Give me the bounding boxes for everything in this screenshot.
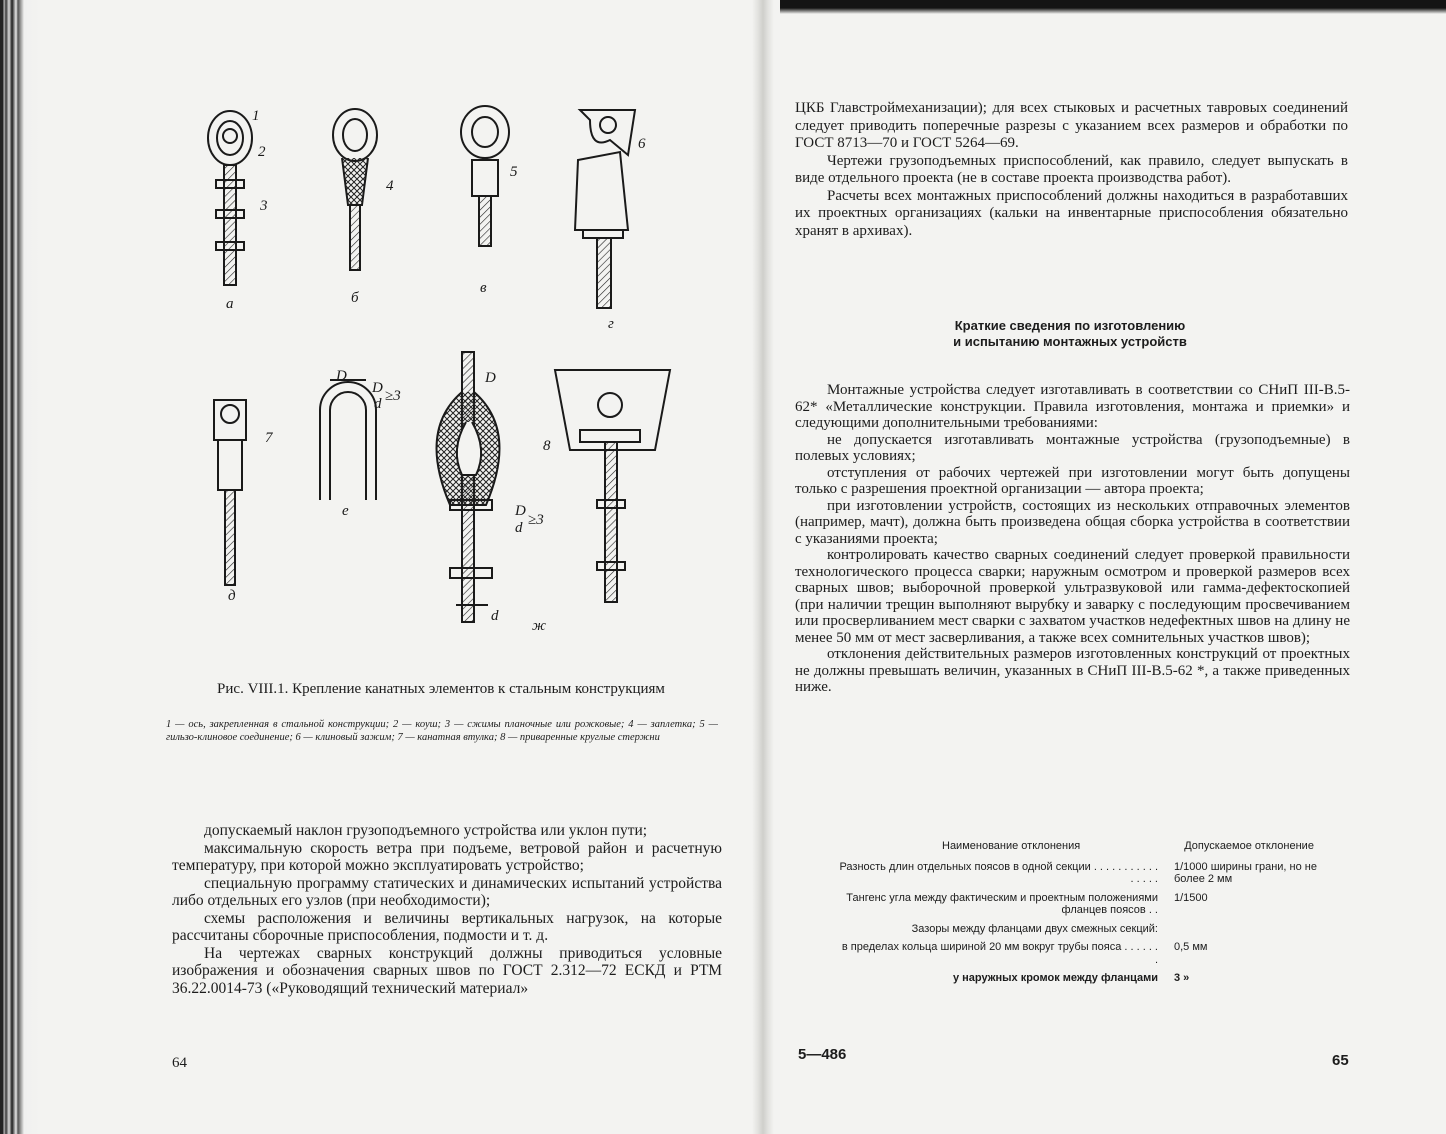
section-heading-line2: и испытанию монтажных устройств (953, 334, 1187, 349)
ratio-d: d (374, 396, 382, 412)
deviation-table (838, 840, 1318, 991)
page-number-left: 64 (172, 1055, 187, 1071)
left-paragraph: На чертежах сварных конструкций должны приводиться условные изображения и обозначения сварных швов по ГОСТ 2.312—72 ЕСКД и РТМ 36.22.0014-73 («Руководящий технический материал» (172, 944, 722, 997)
part-v-drawing (461, 106, 509, 246)
part-letter-d: д (228, 588, 236, 604)
section-heading-line1: Краткие сведения по изготовлению (954, 318, 1186, 333)
part-g-drawing (575, 110, 635, 308)
book-binding-shadow (0, 0, 40, 1134)
figure-drawing (150, 80, 730, 640)
figure-caption: Рис. VIII.1. Крепление канатных элементов к стальным конструкциям (217, 681, 665, 697)
callout-3: 3 (260, 198, 268, 214)
callout-2: 2 (258, 144, 266, 160)
right-page-body (795, 382, 1350, 696)
table-header-name: Наименование отклонения (942, 840, 1081, 852)
right-top-paragraph: Чертежи грузоподъемных приспособлений, как правило, следует выпускать в виде отдельного проекта (не в составе проекта производства работ). (795, 152, 1348, 186)
body-paragraph: при изготовлении устройств, состоящих из нескольких отправочных элементов (например, мачт), должна быть произведена общая сборка устройства в соответствии с указаниями проекта; (795, 497, 1350, 547)
table-row (838, 923, 1318, 936)
page-gutter (752, 0, 774, 1134)
table-cell-value (1158, 923, 1318, 936)
part-letter-zh: ж (532, 618, 546, 634)
ratio-D-zh: D (515, 503, 526, 519)
printer-signature: 5—486 (798, 1046, 847, 1063)
part-letter-b: б (351, 290, 359, 306)
ratio-label-zh: ≥3 (528, 512, 544, 528)
left-paragraph: специальную программу статических и динамических испытаний устройства либо отдельных его узлов (при необходимости); (172, 874, 722, 909)
callout-1: 1 (252, 108, 260, 124)
dim-D: D (336, 368, 347, 384)
part-e-drawing (320, 380, 376, 500)
part-letter-g: г (608, 316, 614, 332)
scan-top-edge (780, 0, 1446, 14)
callout-7: 7 (265, 430, 273, 446)
table-cell-name: в пределах кольца шириной 20 мм вокруг трубы пояса . . . . . . . (841, 941, 1158, 966)
left-paragraph: максимальную скорость ветра при подъеме, ветровой район и расчетную температуру, при которой можно эксплуатировать устройство; (172, 839, 722, 874)
ratio-label: ≥3 (385, 388, 401, 404)
table-cell-name: Разность длин отдельных поясов в одной секции . . . . . . . . . . . . . . . . (839, 860, 1158, 885)
left-paragraph: допускаемый наклон грузоподъемного устройства или уклон пути; (204, 822, 648, 839)
table-cell-value: 1/1000 ширины грани, но не более 2 мм (1174, 860, 1317, 885)
callout-8: 8 (543, 438, 551, 454)
table-cell-value: 0,5 мм (1174, 941, 1208, 953)
part-8-drawing (555, 370, 670, 602)
right-top-paragraph: Расчеты всех монтажных приспособлений должны находиться в разработавших их проектных организациях (кальки на инвентарные приспособления обязательно хранят в архивах). (795, 187, 1348, 239)
table-cell-name: Тангенс угла между фактическим и проектным положениями фланцев поясов . . (846, 891, 1158, 916)
body-paragraph: отклонения действительных размеров изготовленных конструкций от проектных не должны превышать величин, указанных в СНиП III-В.5-62 *, а также приведенных ниже. (795, 646, 1350, 695)
part-d-drawing (214, 400, 246, 585)
right-top-paragraph: ЦКБ Главстроймеханизации); для всех стыковых и расчетных тавровых соединений следует приводить поперечные разрезы с указанием всех размеров и обработки по ГОСТ 8713—70 и ГОСТ 5264—69. (795, 100, 1348, 151)
body-paragraph: отступления от рабочих чертежей при изготовлении могут быть допущены только с разрешения проектной организации — автора проекта; (795, 464, 1350, 497)
left-page-text (172, 822, 722, 997)
body-paragraph: не допускается изготавливать монтажные устройства (грузоподъемные) в полевых условиях; (795, 431, 1350, 464)
ratio-d-zh: d (515, 520, 523, 536)
table-cell-name: Зазоры между фланцами двух смежных секций: (911, 922, 1158, 935)
left-paragraph: схемы расположения и величины вертикальных нагрузок, на которые рассчитаны сборочные приспособления, подмости и т. д. (172, 909, 722, 944)
right-page-top-text (795, 100, 1348, 240)
table-row (838, 972, 1318, 985)
table-header (838, 840, 1318, 853)
figure-legend: 1 — ось, закрепленная в стальной конструкции; 2 — коуш; 3 — сжимы планочные или рожковые; 4 — заплетка; 5 — гильзо-клиновое соединение; 6 — клиновый зажим; 7 — канатная втулка; 8 — приваренные круглые стержни (166, 719, 718, 743)
callout-4: 4 (386, 178, 394, 194)
table-row (838, 861, 1318, 886)
table-cell-name: у наружных кромок между фланцами (952, 972, 1158, 984)
part-letter-e: е (342, 503, 349, 519)
table-cell-value: 3 » (1174, 972, 1190, 984)
dim-d-zh: d (491, 608, 499, 624)
callout-6: 6 (638, 136, 646, 152)
part-letter-v: в (480, 280, 487, 296)
part-a-drawing (208, 111, 252, 285)
table-header-value: Допускаемое отклонение (1184, 840, 1314, 852)
rope-fastening-figure (150, 80, 730, 640)
page-number-right: 65 (1332, 1052, 1349, 1069)
body-paragraph: контролировать качество сварных соединений следует проверкой правильности технологического процесса сварки; наружным осмотром и проверкой размеров всех сварных швов; выборочной проверкой ультразвуковой или гамма-дефектоскопией (при наличии трещин выполняют вырубку и заварку с последующим просвечиванием или просверливанием мест сварки с захватом участков недефектных швов на длину не менее 50 мм от мест засверливания, а также всех сомнительных участков швов); (795, 547, 1350, 646)
table-row (838, 892, 1318, 917)
ratio-D: D (372, 380, 383, 396)
table-cell-value: 1/1500 (1174, 891, 1208, 904)
section-heading (880, 318, 1260, 350)
part-b-drawing (333, 109, 377, 270)
part-letter-a: а (226, 296, 234, 312)
part-zh-drawing (437, 352, 500, 622)
callout-5: 5 (510, 164, 518, 180)
body-paragraph: Монтажные устройства следует изготавливать в соответствии со СНиП III-В.5-62* «Металлические конструкции. Правила изготовления, монтажа и приемки» и следующими дополнительными требованиями: (795, 382, 1350, 431)
dim-D-zh: D (485, 370, 496, 386)
table-row (838, 941, 1318, 966)
